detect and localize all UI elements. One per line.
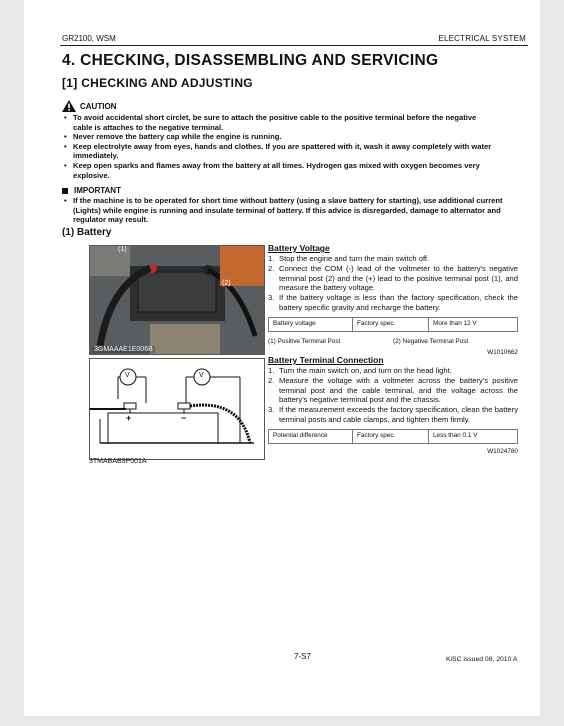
step-item: 1. Stop the engine and turn the main switch off. (268, 254, 430, 263)
photo-label-2: (2) (222, 280, 231, 287)
photo-label-1: (1) (118, 246, 127, 253)
legend-negative: (2) Negative Terminal Post (393, 337, 469, 345)
step-item: 3. If the measurement exceeds the factory specification, clean the battery terminal posts and cable clamps, and tighten them firmly. (268, 405, 518, 424)
battery-photo (89, 245, 265, 355)
section-title: [1] CHECKING AND ADJUSTING (62, 76, 253, 90)
caution-title: CAUTION (80, 101, 117, 111)
spec-label: Factory spec. (353, 430, 429, 443)
header-rule (60, 45, 528, 46)
header-section: ELECTRICAL SYSTEM (438, 34, 526, 43)
issue-info: KiSC issued 08, 2010 A (446, 656, 518, 663)
spec-item: Potential difference (269, 430, 353, 443)
voltmeter-wiring-diagram (90, 359, 264, 459)
battery-voltage-spec-table (268, 317, 518, 332)
voltmeter-symbol: V (199, 372, 204, 379)
caution-heading (62, 100, 492, 112)
spec-item: Battery voltage (269, 318, 353, 331)
diagram-code: 3TMABAB9P001A (89, 458, 147, 465)
important-item: • If the machine is to be operated for short time without battery (using a slave battery for starting), use additional current (Lights) while engine is running and insulate terminal of battery. If this advice is disregarded, damage to alternator and regulator may result. (62, 196, 518, 225)
voltmeter-symbol: V (125, 372, 130, 379)
caution-block (62, 100, 492, 180)
plus-sign: + (126, 413, 132, 423)
spec-value: Less than 0.1 V (433, 431, 478, 439)
reference-code: W1024780 (487, 447, 518, 455)
voltmeter-diagram (89, 358, 265, 460)
battery-heading: (1) Battery (62, 227, 112, 238)
legend-positive: (1) Positive Terminal Post (268, 337, 341, 345)
photo-code: 3GMAAAE1E006B (94, 346, 153, 353)
battery-voltage-section (268, 243, 518, 356)
header-doc: GR2100, WSM (62, 34, 116, 43)
important-title: IMPORTANT (74, 186, 121, 195)
square-bullet-icon (62, 188, 68, 194)
battery-voltage-title: Battery Voltage (268, 243, 330, 253)
page-number: 7-S7 (294, 652, 311, 661)
step-item: 2. Measure the voltage with a voltmeter across the battery's positive terminal post and the cable terminal, and the voltage across the battery's negative terminal post and the chassis. (268, 375, 518, 405)
caution-item: • Never remove the battery cap while the engine is running. (62, 132, 492, 142)
spec-value: More than 12 V (433, 319, 477, 327)
caution-item: • Keep electrolyte away from eyes, hands and clothes. If you are spattered with it, wash it away completely with water immediately. (62, 142, 492, 161)
minus-sign: − (181, 413, 187, 423)
terminal-connection-steps (268, 366, 518, 425)
terminal-connection-title: Battery Terminal Connection (268, 355, 384, 365)
important-list (62, 196, 518, 225)
page-title: 4. CHECKING, DISASSEMBLING AND SERVICING (62, 52, 439, 69)
caution-item: • Keep open sparks and flames away from the battery at all times. Hydrogen gas mixed with oxygen becomes very explosive. (62, 161, 492, 180)
warning-icon (62, 100, 76, 112)
step-item: 3. If the battery voltage is less than the factory specification, check the battery specific gravity and recharge the battery. (268, 293, 518, 312)
spec-label: Factory spec. (353, 318, 429, 331)
reference-code: W1010662 (487, 348, 518, 356)
step-item: 2. Connect the COM (-) lead of the voltmeter to the battery's negative terminal post (2) and the (+) lead to the positive terminal post (1), and measure the battery voltage. (268, 263, 518, 293)
caution-list (62, 113, 492, 180)
terminal-legend (268, 338, 518, 345)
step-item: 1. Turn the main switch on, and turn on the head light. (268, 366, 452, 375)
important-heading (62, 186, 518, 195)
battery-voltage-steps (268, 254, 518, 313)
battery-photo-illustration (90, 246, 264, 354)
caution-item: • To avoid accidental short circlet, be sure to attach the positive cable to the positive terminal before the negative cable is attaches to the negative terminal. (62, 113, 492, 132)
terminal-connection-section (268, 355, 518, 455)
terminal-spec-table (268, 429, 518, 444)
important-block (62, 186, 518, 225)
